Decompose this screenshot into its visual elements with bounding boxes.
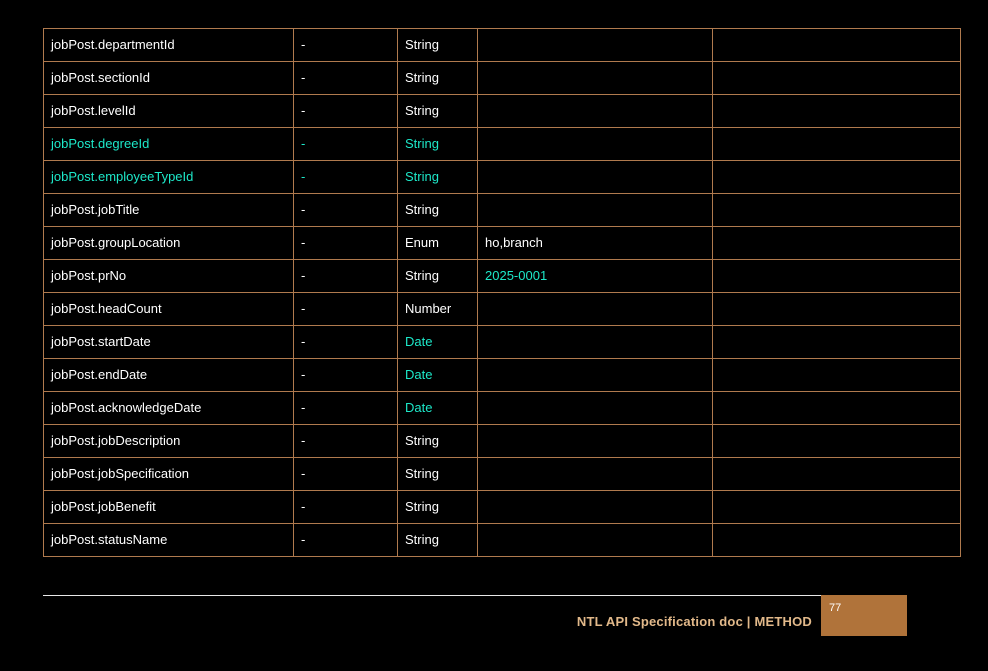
page-number-box [821,595,907,636]
field-name-cell: jobPost.groupLocation [44,227,294,260]
field-name-cell: jobPost.startDate [44,326,294,359]
table-row [44,62,961,95]
note-cell [713,392,961,425]
field-spec-table-body [44,29,961,557]
type-cell: String [398,260,478,293]
description-cell [478,425,713,458]
required-cell: - [294,161,398,194]
footer-divider [43,595,907,596]
field-name-cell: jobPost.departmentId [44,29,294,62]
note-cell [713,293,961,326]
required-cell: - [294,491,398,524]
required-cell: - [294,227,398,260]
description-cell [478,95,713,128]
type-cell: Date [398,392,478,425]
note-cell [713,227,961,260]
required-cell: - [294,194,398,227]
field-name-cell: jobPost.jobSpecification [44,458,294,491]
note-cell [713,29,961,62]
page-number: 77 [829,602,842,614]
table-row [44,458,961,491]
required-cell: - [294,128,398,161]
required-cell: - [294,425,398,458]
description-cell [478,62,713,95]
type-cell: String [398,194,478,227]
note-cell [713,95,961,128]
field-name-cell: jobPost.endDate [44,359,294,392]
table-row [44,95,961,128]
note-cell [713,326,961,359]
field-spec-table [43,28,961,557]
description-cell [478,524,713,557]
required-cell: - [294,359,398,392]
footer-doc-title: NTL API Specification doc | METHOD [576,614,812,629]
type-cell: String [398,161,478,194]
table-row [44,29,961,62]
field-name-cell: jobPost.acknowledgeDate [44,392,294,425]
field-name-cell: jobPost.prNo [44,260,294,293]
description-cell [478,392,713,425]
description-cell [478,29,713,62]
type-cell: String [398,524,478,557]
field-name-cell: jobPost.levelId [44,95,294,128]
field-name-cell: jobPost.headCount [44,293,294,326]
required-cell: - [294,326,398,359]
required-cell: - [294,29,398,62]
table-row [44,194,961,227]
table-row [44,227,961,260]
type-cell: String [398,128,478,161]
table-row [44,326,961,359]
description-cell [478,458,713,491]
note-cell [713,128,961,161]
table-row [44,491,961,524]
type-cell: Enum [398,227,478,260]
note-cell [713,359,961,392]
type-cell: String [398,458,478,491]
required-cell: - [294,62,398,95]
description-cell [478,491,713,524]
table-row [44,359,961,392]
type-cell: String [398,62,478,95]
type-cell: String [398,425,478,458]
note-cell [713,425,961,458]
description-cell: ho,branch [478,227,713,260]
table-row [44,392,961,425]
note-cell [713,491,961,524]
type-cell: String [398,95,478,128]
field-name-cell: jobPost.jobDescription [44,425,294,458]
required-cell: - [294,260,398,293]
required-cell: - [294,458,398,491]
field-name-cell: jobPost.jobBenefit [44,491,294,524]
description-cell [478,293,713,326]
description-cell [478,161,713,194]
table-row [44,524,961,557]
note-cell [713,161,961,194]
type-cell: Number [398,293,478,326]
note-cell [713,524,961,557]
required-cell: - [294,293,398,326]
field-name-cell: jobPost.sectionId [44,62,294,95]
table-row [44,260,961,293]
table-row [44,425,961,458]
note-cell [713,260,961,293]
note-cell [713,458,961,491]
note-cell [713,62,961,95]
required-cell: - [294,392,398,425]
description-cell [478,194,713,227]
description-cell: 2025-0001 [478,260,713,293]
required-cell: - [294,95,398,128]
description-cell [478,326,713,359]
table-row [44,161,961,194]
description-cell [478,359,713,392]
field-name-cell: jobPost.jobTitle [44,194,294,227]
field-name-cell: jobPost.degreeId [44,128,294,161]
type-cell: Date [398,326,478,359]
field-name-cell: jobPost.statusName [44,524,294,557]
table-row [44,128,961,161]
table-row [44,293,961,326]
note-cell [713,194,961,227]
description-cell [478,128,713,161]
type-cell: String [398,491,478,524]
required-cell: - [294,524,398,557]
type-cell: String [398,29,478,62]
type-cell: Date [398,359,478,392]
field-name-cell: jobPost.employeeTypeId [44,161,294,194]
